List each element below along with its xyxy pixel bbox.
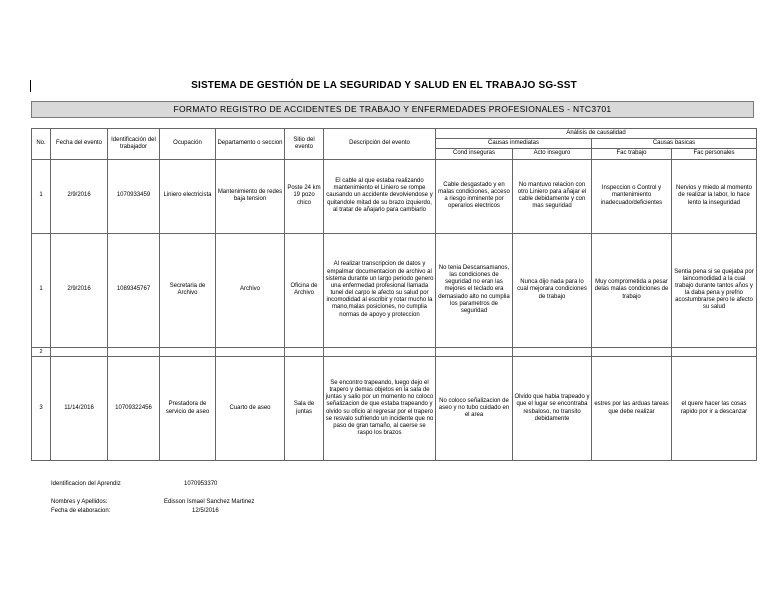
row-sitio: Oficina de Archivo bbox=[285, 233, 324, 347]
row-fecha bbox=[51, 347, 108, 357]
footer-name-value: Edisson Ismael Sanchez Martinez bbox=[164, 499, 255, 505]
header-fecha: Fecha del evento bbox=[51, 129, 108, 160]
row-descripcion: Se encontro trapeando, luego dejo el trapero y demas objetos en la sala de juntas y salio por un momento no coloco señalizacion de que estaba trapeando y olvido su oficio al regresar por el trapero se resvalo sufriendo un incidente que no paso de gran tamaño, al caerse se raspo los brazos bbox=[324, 357, 436, 461]
table-row bbox=[32, 347, 757, 357]
header-identificacion: Identificación del trabajador bbox=[108, 129, 160, 160]
row-no: 1 bbox=[32, 159, 51, 233]
row-acto-inseguro: Olvido que habia trapeado y que el lugar se encontraba resbaloso, no transito debidamente bbox=[513, 357, 592, 461]
row-departamento: Cuarto de aseo bbox=[216, 357, 285, 461]
row-no: 1 bbox=[32, 233, 51, 347]
row-cond-inseguras bbox=[436, 347, 513, 357]
row-fac-personales: Sentia pena si se quejaba por laincomodidad a la cual trabajo durante tantos años y la daba pena y prefrio acostumbrarse pero le afecto su salud bbox=[672, 233, 757, 347]
row-fac-personales: Nervios y miedo al momento de realizar la labor, lo hace lento la inseguridad bbox=[672, 159, 757, 233]
header-sitio: Sitio del evento bbox=[285, 129, 324, 160]
footer-id-label: Identificacion del Aprendiz bbox=[51, 481, 121, 487]
row-descripcion bbox=[324, 347, 436, 357]
header-fac-personales: Fac personales bbox=[672, 149, 757, 159]
row-cond-inseguras: No tenia Descansamanos, las condiciones de seguridad no eran las mejores el teclado era demasiado alto no cumplia los parametros de seguridad bbox=[436, 233, 513, 347]
footer-id-value: 1070953370 bbox=[184, 481, 218, 487]
row-cond-inseguras: No coloco señalizacion de aseo y no tubo cuidado en el area bbox=[436, 357, 513, 461]
document-title: SISTEMA DE GESTIÓN DE LA SEGURIDAD Y SALUD EN EL TRABAJO SG-SST bbox=[191, 80, 577, 91]
row-ocupacion: Liniero electricista bbox=[160, 159, 216, 233]
table-row bbox=[32, 357, 757, 461]
form-subtitle: FORMATO REGISTRO DE ACCIDENTES DE TRABAJO Y ENFERMEDADES PROFESIONALES - NTC3701 bbox=[31, 101, 754, 118]
row-fecha: 2/9/2016 bbox=[51, 233, 108, 347]
row-fac-personales bbox=[672, 347, 757, 357]
row-fac-personales: el quere hacer las cosas rapido por ir a descanzar bbox=[672, 357, 757, 461]
accident-register-table bbox=[31, 128, 757, 461]
row-identificacion: 1089345767 bbox=[108, 233, 160, 347]
header-no: No. bbox=[32, 129, 51, 160]
header-departamento: Departamento o seccion bbox=[216, 129, 285, 160]
row-fac-trabajo: Muy comprometida a pesar delas malas condiciones de trabajo bbox=[592, 233, 672, 347]
row-identificacion bbox=[108, 347, 160, 357]
row-descripcion: El cable al que estaba realizando mantenimiento el Liniero se rompe causando un accidente devolviendose y quitandole mitad de su brazo izquierdo, al tratar de añajarlo para cambiarlo bbox=[324, 159, 436, 233]
header-cond-inseguras: Cond inseguras bbox=[436, 149, 513, 159]
row-sitio bbox=[285, 347, 324, 357]
row-ocupacion bbox=[160, 347, 216, 357]
table-row bbox=[32, 159, 757, 233]
row-departamento: Mantenimiento de redes baja tension bbox=[216, 159, 285, 233]
footer-date-value: 12/5/2016 bbox=[192, 508, 219, 514]
table-row bbox=[32, 233, 757, 347]
row-acto-inseguro: No mantuvo relacion con otro Liniero para añajar el cable debidamente y con mas seguridad bbox=[513, 159, 592, 233]
header-causas-basicas: Causas basicas bbox=[592, 139, 757, 149]
row-acto-inseguro: Nunca dijo nada para lo cual mejorara condiciones de trabajo bbox=[513, 233, 592, 347]
footer-name-label: Nombres y Apellidos: bbox=[51, 499, 108, 505]
row-fac-trabajo bbox=[592, 347, 672, 357]
header-descripcion: Descripción del evento bbox=[324, 129, 436, 160]
row-fecha: 11/14/2016 bbox=[51, 357, 108, 461]
header-analisis: Análisis de causalidad bbox=[436, 129, 757, 139]
header-acto-inseguro: Acto inseguro bbox=[513, 149, 592, 159]
row-no: 3 bbox=[32, 357, 51, 461]
row-departamento: Archivo bbox=[216, 233, 285, 347]
row-descripcion: Al realizar transcripcion de datos y empalmar documentacion de archivo al sistema durante un largo periodo genero una enfermedad profesional llamada tunel del carpo le afecto su salud por incomodidad al escribir y rotar mucho la mano,malas posiciones, no cumplia normas de apoyo y proteccion bbox=[324, 233, 436, 347]
row-acto-inseguro bbox=[513, 347, 592, 357]
header-causas-inmediatas: Causas inmediatas bbox=[436, 139, 592, 149]
row-identificacion: 10709322456 bbox=[108, 357, 160, 461]
row-identificacion: 1070933459 bbox=[108, 159, 160, 233]
row-ocupacion: Prestadora de servicio de aseo bbox=[160, 357, 216, 461]
row-cond-inseguras: Cable desgastado y en malas condiciones, acceso a riesgo inminente por operarios electricos bbox=[436, 159, 513, 233]
row-no: 2 bbox=[32, 347, 51, 357]
row-fac-trabajo: estres por las arduas tareas que debe realizar bbox=[592, 357, 672, 461]
header-fac-trabajo: Fac trabajo bbox=[592, 149, 672, 159]
row-fecha: 2/9/2016 bbox=[51, 159, 108, 233]
row-ocupacion: Secretaria de Archivo bbox=[160, 233, 216, 347]
row-fac-trabajo: Inspeccion o Control y mantenimiento inadecuado/deficientes bbox=[592, 159, 672, 233]
row-sitio: Poste 24 km 19 pozo chico bbox=[285, 159, 324, 233]
row-sitio: Sala de juntas bbox=[285, 357, 324, 461]
footer-date-label: Fecha de elaboracion: bbox=[51, 508, 111, 514]
row-departamento bbox=[216, 347, 285, 357]
header-ocupacion: Ocupación bbox=[160, 129, 216, 160]
